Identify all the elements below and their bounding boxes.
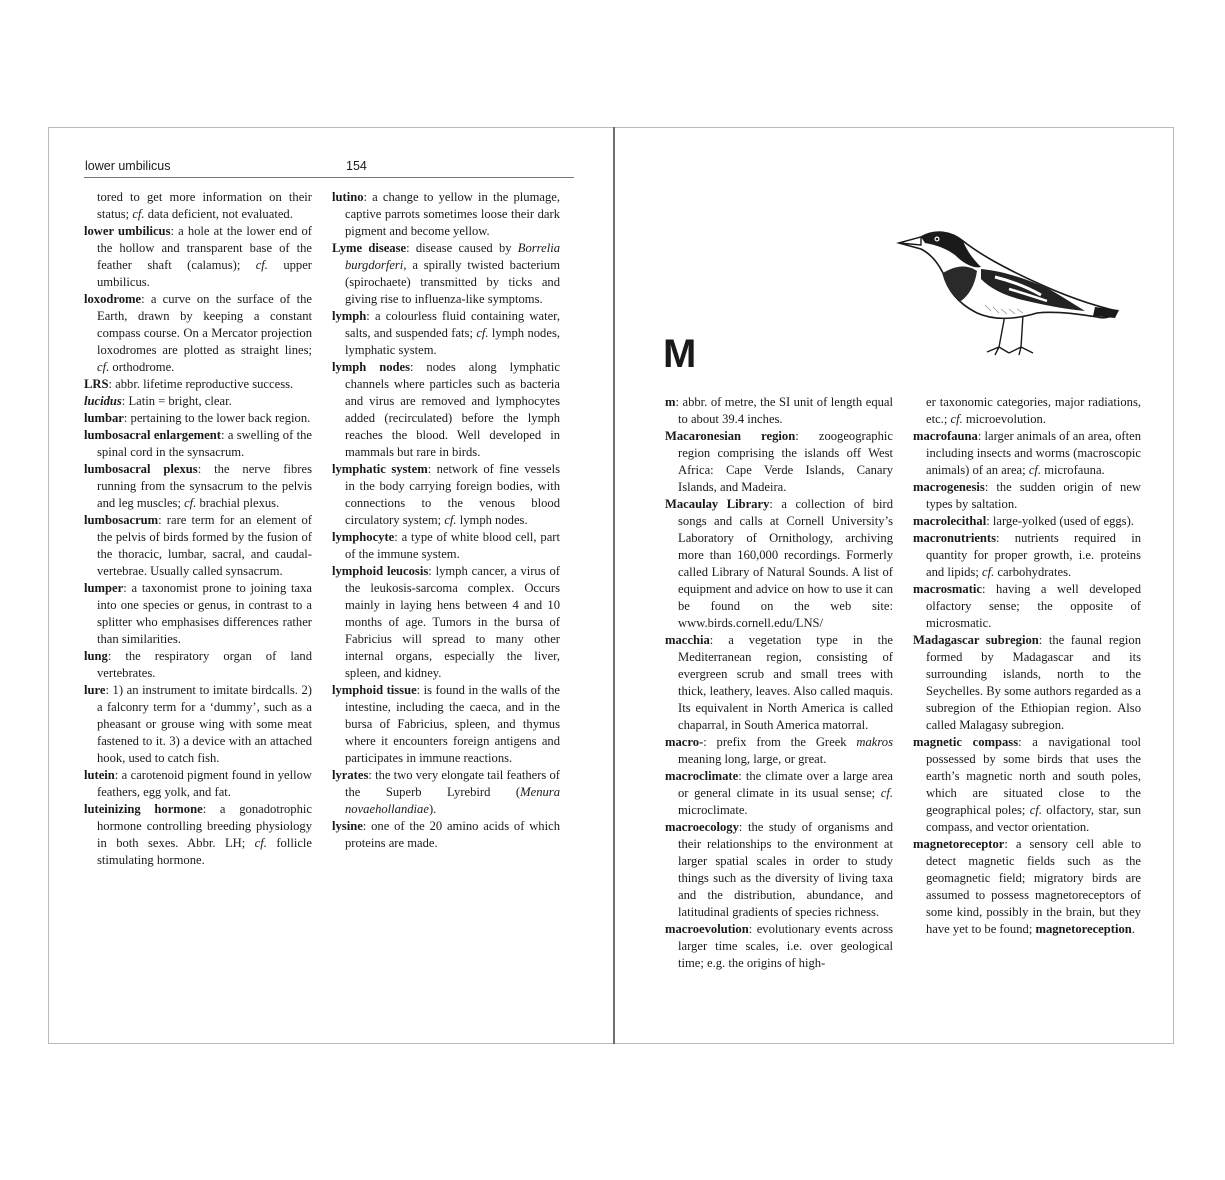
- dictionary-entry: [84, 648, 312, 682]
- entry-headword: lumbar: [84, 411, 124, 425]
- entry-headword: loxodrome: [84, 292, 142, 306]
- dictionary-entry: [913, 479, 1141, 513]
- dictionary-entry: [332, 682, 560, 767]
- entry-definition: : a change to yellow in the plumage, captive parrots sometimes loose their dark pigment and become yellow.: [345, 190, 560, 238]
- entry-definition: : the study of organisms and their relationships to the environment at larger spatial scales in order to study things such as the diversity of living taxa and the distribution, abundance, and latitudinal gradients of species richness.: [678, 820, 893, 919]
- entry-italic: cf.: [97, 360, 110, 374]
- entry-italic: cf.: [1029, 803, 1042, 817]
- entry-tail: carbohydrates.: [994, 565, 1072, 579]
- entry-definition: : evolutionary events across larger time scales, i.e. over geological time; e.g. the origins of high-: [678, 922, 893, 970]
- dictionary-entry: [332, 240, 560, 308]
- entry-definition: : prefix from the Greek: [703, 735, 857, 749]
- entry-headword: lucidus: [84, 394, 122, 408]
- entry-crossref: magnetoreception: [1035, 922, 1132, 936]
- entry-tail: meaning long, large, or great.: [678, 752, 827, 766]
- entry-definition: : abbr. lifetime reproductive success.: [108, 377, 294, 391]
- entry-definition: : Latin = bright, clear.: [121, 394, 232, 408]
- entry-definition: : the climate over a large area or general climate in its usual sense;: [678, 769, 893, 800]
- entry-headword: macrolecithal: [913, 514, 987, 528]
- entry-italic: cf.: [444, 513, 457, 527]
- entry-definition: : 1) an instrument to imitate birdcalls. 2) a falconry term for a ‘dummy’, such as a pheasant or grouse wing with some meat fastened to it. 3) a device with an attached hook, used to catch fish.: [97, 683, 312, 765]
- entry-headword: lumbosacral plexus: [84, 462, 198, 476]
- left-page: [48, 127, 613, 1044]
- entry-italic: Borrelia burgdorferi: [345, 241, 560, 272]
- entry-headword: macrogenesis: [913, 480, 985, 494]
- entry-headword: Lyme disease: [332, 241, 407, 255]
- entry-headword: macronutrients: [913, 531, 997, 545]
- entry-definition: : zoogeographic region comprising the islands off West Africa: Cape Verde Islands, Canary Islands, and Madeira.: [678, 429, 893, 494]
- entry-tail: lymph nodes, lymphatic system.: [345, 326, 560, 357]
- dictionary-entry: [913, 836, 1141, 938]
- entry-definition: : the respiratory organ of land vertebrates.: [97, 649, 312, 680]
- entry-tail: brachial plexus.: [196, 496, 280, 510]
- entry-tail: microclimate.: [678, 803, 748, 817]
- dictionary-entry: [665, 394, 893, 428]
- dictionary-entry: [332, 818, 560, 852]
- dictionary-entry: [913, 428, 1141, 479]
- entry-definition: : a gonadotrophic hormone controlling breeding physiology in both sexes. Abbr. LH;: [97, 802, 312, 850]
- entry-definition: : rare term for an element of the pelvis of birds formed by the fusion of the thoracic, lumbar, sacral, and caudal-vertebrae. Usually called synsacrum.: [97, 513, 312, 578]
- dictionary-entry: [665, 768, 893, 819]
- entry-headword: Madagascar subregion: [913, 633, 1039, 647]
- entry-definition: : a type of white blood cell, part of the immune system.: [345, 530, 560, 561]
- entry-tail: data deficient, not evaluated.: [144, 207, 293, 221]
- dictionary-entry: [332, 767, 560, 818]
- entry-headword: magnetoreceptor: [913, 837, 1005, 851]
- right-page: [615, 127, 1174, 1044]
- entry-headword: macroecology: [665, 820, 739, 834]
- entry-italic: cf.: [254, 836, 267, 850]
- dictionary-entry: [332, 359, 560, 461]
- dictionary-entry: [84, 376, 312, 393]
- entry-tail: orthodrome.: [109, 360, 175, 374]
- entry-definition: : the nerve fibres running from the synsacrum to the pelvis and leg muscles;: [97, 462, 312, 510]
- entry-definition: : larger animals of an area, often including insects and worms (macroscopic animals) of an area;: [926, 429, 1141, 477]
- entry-headword: Macaronesian region: [665, 429, 796, 443]
- entry-definition: : a vegetation type in the Mediterranean region, consisting of evergreen scrub and small trees with thick, leathery, leaves. Also called maquis. Its equivalent in North America is called chaparral, in South America matorral.: [678, 633, 893, 732]
- entry-headword: macroevolution: [665, 922, 749, 936]
- entry-tail: .: [1131, 922, 1135, 936]
- dictionary-entry: [665, 496, 893, 632]
- entry-tail: microevolution.: [962, 412, 1046, 426]
- entry-definition: : lymph cancer, a virus of the leukosis-sarcoma complex. Occurs mainly in laying hens between 4 and 10 months of age. Tumors in the bursa of Fabricius will spread to many other internal organs, especially the liver, spleen, and kidney.: [345, 564, 560, 680]
- entry-headword: m: [665, 395, 676, 409]
- running-head: [84, 159, 574, 178]
- entry-italic: cf.: [132, 207, 145, 221]
- entry-tail: ).: [428, 802, 437, 816]
- entry-tail: microfauna.: [1041, 463, 1105, 477]
- entry-italic: cf.: [950, 412, 963, 426]
- entry-definition: : large-yolked (used of eggs).: [986, 514, 1134, 528]
- entry-headword: macrofauna: [913, 429, 978, 443]
- entry-headword: lymph nodes: [332, 360, 411, 374]
- dictionary-entry: [913, 394, 1141, 428]
- dictionary-entry: [84, 580, 312, 648]
- entry-definition: : a hole at the lower end of the hollow and transparent base of the feather shaft (calamus);: [97, 224, 312, 272]
- dictionary-entry: [84, 410, 312, 427]
- dictionary-entry: [332, 189, 560, 240]
- entry-headword: lyrates: [332, 768, 369, 782]
- dictionary-entry: [913, 581, 1141, 632]
- entry-definition: : a colourless fluid containing water, salts, and suspended fats;: [345, 309, 560, 340]
- entry-headword: lumbosacral enlargement: [84, 428, 221, 442]
- dictionary-entry: [913, 530, 1141, 581]
- entry-definition: : the sudden origin of new types by saltation.: [926, 480, 1141, 511]
- entry-headword: magnetic compass: [913, 735, 1019, 749]
- entry-headword: lymphatic system: [332, 462, 428, 476]
- entry-definition: tored to get more information on their status;: [97, 190, 312, 221]
- dictionary-entry: [84, 189, 312, 223]
- entry-headword: lutein: [84, 768, 115, 782]
- section-letter: M: [663, 332, 697, 376]
- dictionary-entry: [665, 734, 893, 768]
- entry-definition: : a collection of bird songs and calls at Cornell University’s Laboratory of Ornithology, archiving more than 160,000 recordings. Formerly called Library of Natural Sounds. A list of equipment and advice on how to use it can be found on the web site: www.birds.cornell.edu/LNS/: [678, 497, 893, 630]
- entry-definition: er taxonomic categories, major radiations, etc.;: [926, 395, 1141, 426]
- entry-definition: : the faunal region formed by Madagascar and its surrounding islands, north to the Seychelles. By some authors regarded as a subregion of the Ethiopian region. Also called Malagasy subregion.: [926, 633, 1141, 732]
- entry-tail: upper umbilicus.: [97, 258, 312, 289]
- entry-headword: macchia: [665, 633, 710, 647]
- entry-headword: luteinizing hormone: [84, 802, 203, 816]
- entry-headword: Macaulay Library: [665, 497, 770, 511]
- right-column-1: [665, 394, 893, 972]
- entry-italic: cf.: [476, 326, 489, 340]
- right-column-2: [913, 394, 1141, 938]
- bird-illustration: [877, 197, 1137, 377]
- dictionary-entry: [84, 223, 312, 291]
- dictionary-entry: [665, 921, 893, 972]
- entry-italic: makros: [856, 735, 893, 749]
- entry-italic: cf.: [184, 496, 197, 510]
- dictionary-entry: [84, 767, 312, 801]
- dictionary-entry: [84, 461, 312, 512]
- entry-headword: LRS: [84, 377, 109, 391]
- entry-headword: lymphocyte: [332, 530, 395, 544]
- entry-definition: : one of the 20 amino acids of which proteins are made.: [345, 819, 560, 850]
- entry-definition: : a curve on the surface of the Earth, drawn by keeping a constant compass course. On a Mercator projection loxodromes are plotted as straight lines;: [97, 292, 312, 357]
- dictionary-entry: [665, 632, 893, 734]
- entry-definition: : having a well developed olfactory sense; the opposite of microsmatic.: [926, 582, 1141, 630]
- entry-headword: lumbosacrum: [84, 513, 159, 527]
- page-number: 154: [346, 159, 367, 173]
- entry-headword: lysine: [332, 819, 363, 833]
- entry-definition: : a swelling of the spinal cord in the synsacrum.: [97, 428, 312, 459]
- entry-italic: cf.: [880, 786, 893, 800]
- entry-headword: lymph: [332, 309, 367, 323]
- entry-headword: lure: [84, 683, 106, 697]
- dictionary-entry: [913, 513, 1141, 530]
- dictionary-entry: [332, 308, 560, 359]
- dictionary-entry: [332, 529, 560, 563]
- running-head-word: lower umbilicus: [85, 159, 171, 173]
- left-column-2: [332, 189, 560, 852]
- left-column-1: [84, 189, 312, 869]
- entry-definition: : a sensory cell able to detect magnetic fields such as the geomagnetic field; migratory birds are assumed to possess magnetoreceptors of some kind, possibly in the brain, but they have yet to be found;: [926, 837, 1141, 936]
- entry-headword: lymphoid tissue: [332, 683, 417, 697]
- dictionary-entry: [84, 393, 312, 410]
- entry-tail: , a spirally twisted bacterium (spirochaete) transmitted by ticks and giving rise to influenza-like symptoms.: [345, 258, 560, 306]
- entry-headword: macroclimate: [665, 769, 739, 783]
- dictionary-entry: [332, 461, 560, 529]
- entry-definition: : a navigational tool possessed by some birds that uses the earth’s magnetic north and south poles, which are situated close to the geographical poles;: [926, 735, 1142, 817]
- entry-italic: cf.: [981, 565, 995, 579]
- entry-definition: : network of fine vessels in the body carrying foreign bodies, with connections to the venous blood circulatory system;: [345, 462, 560, 527]
- entry-headword: lower umbilicus: [84, 224, 171, 238]
- entry-tail: follicle stimulating hormone.: [97, 836, 312, 867]
- entry-definition: : nutrients required in quantity for proper growth, i.e. proteins and lipids;: [926, 531, 1141, 579]
- entry-definition: : pertaining to the lower back region.: [123, 411, 311, 425]
- entry-definition: : the two very elongate tail feathers of the Superb Lyrebird (: [345, 768, 560, 799]
- entry-definition: : nodes along lymphatic channels where particles such as bacteria and virus are removed and lymphocytes added (recirculated) before the lymph reaches the blood. Well developed in mammals but rare in birds.: [345, 360, 560, 459]
- entry-italic: cf.: [1028, 463, 1042, 477]
- entry-tail: olfactory, star, sun compass, and vector orientation.: [926, 803, 1141, 834]
- entry-headword: macro-: [665, 735, 704, 749]
- entry-headword: lymphoid leucosis: [332, 564, 429, 578]
- entry-headword: lutino: [332, 190, 364, 204]
- dictionary-entry: [84, 427, 312, 461]
- dictionary-entry: [332, 563, 560, 682]
- dictionary-entry: [665, 819, 893, 921]
- entry-definition: : disease caused by: [406, 241, 518, 255]
- dictionary-entry: [84, 682, 312, 767]
- entry-definition: : a carotenoid pigment found in yellow feathers, egg yolk, and fat.: [97, 768, 312, 799]
- dictionary-entry: [913, 632, 1141, 734]
- entry-tail: lymph nodes.: [456, 513, 528, 527]
- entry-definition: : a taxonomist prone to joining taxa into one species or genus, in contrast to a splitter who emphasises differences rather than similarities.: [97, 581, 312, 646]
- entry-italic: cf.: [255, 258, 268, 272]
- entry-italic: Menura novaehollandiae: [345, 785, 560, 816]
- dictionary-entry: [84, 801, 312, 869]
- entry-headword: lumper: [84, 581, 124, 595]
- entry-headword: macrosmatic: [913, 582, 983, 596]
- entry-definition: : abbr. of metre, the SI unit of length equal to about 39.4 inches.: [675, 395, 893, 426]
- dictionary-entry: [665, 428, 893, 496]
- dictionary-entry: [913, 734, 1141, 836]
- entry-headword: lung: [84, 649, 108, 663]
- dictionary-entry: [84, 512, 312, 580]
- entry-definition: : is found in the walls of the intestine, including the caeca, and in the bursa of Fabricius, spleen, and thymus where it encounters foreign antigens and participates in immune reactions.: [345, 683, 560, 765]
- dictionary-entry: [84, 291, 312, 376]
